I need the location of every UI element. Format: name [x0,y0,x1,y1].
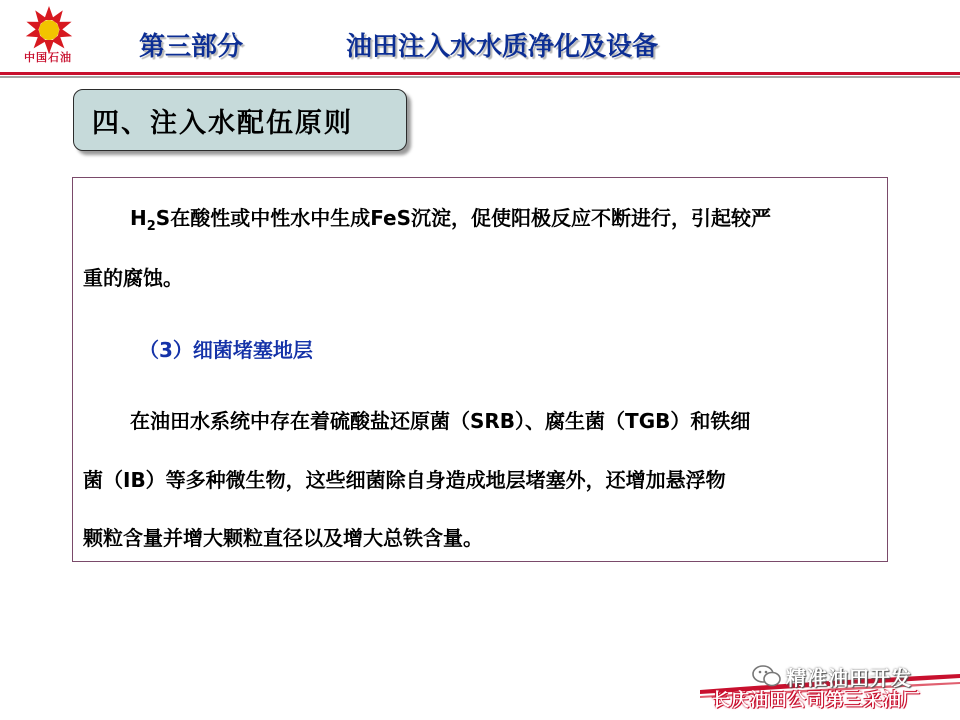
watermark-text: 精准油田开发 [786,666,912,690]
section-label: 第三部分 [139,32,244,62]
header-divider-gray [0,76,960,78]
header-divider-red [0,72,960,75]
wechat-icon [752,664,782,688]
section-heading: 四、注入水配伍原则 [92,107,353,139]
paragraph-1-line-2: 重的腐蚀。 [83,266,183,290]
paragraph-1-text: S在酸性或中性水中生成FeS沉淀，促使阳极反应不断进行，引起较严 [155,206,772,230]
content-box [72,177,888,562]
subscript-2: 2 [146,219,156,234]
paragraph-2-line-3: 颗粒含量并增大颗粒直径以及增大总铁含量。 [83,526,483,550]
section-heading-box [73,89,407,151]
footer-org: 长庆油田公司第三采油厂 [712,690,921,711]
subheading-bacteria: （3）细菌堵塞地层 [139,338,313,362]
paragraph-1-line-1 [130,202,926,234]
h-symbol: H [130,206,147,230]
page-title: 油田注入水水质净化及设备 [346,32,659,62]
paragraph-2-line-2: 菌（IB）等多种微生物，这些细菌除自身造成地层堵塞外，还增加悬浮物 [83,468,726,492]
paragraph-2-line-1: 在油田水系统中存在着硫酸盐还原菌（SRB）、腐生菌（TGB）和铁细 [130,409,751,433]
logo-text: 中国石油 [24,51,72,64]
